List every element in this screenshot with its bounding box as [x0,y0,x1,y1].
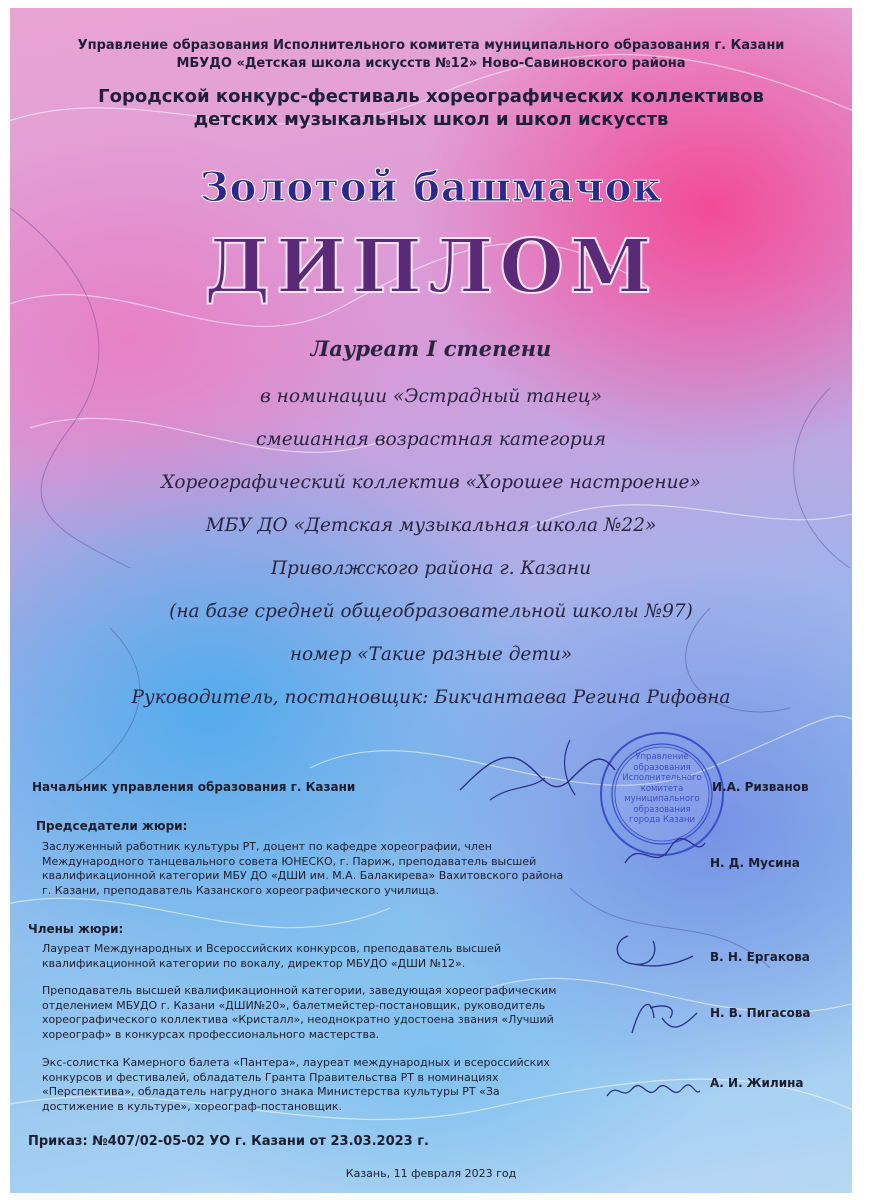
header-line-1: Управление образования Исполнительного комитета муниципального образования г. Казани [77,38,785,53]
stamp-text: Управление [635,752,689,762]
member-name: Н. В. Пигасова [710,1006,811,1020]
award-line: Приволжского района г. Казани [270,558,592,579]
chair-desc-line: Заслуженный работник культуры РТ, доцент по кафедре хореографии, член [42,840,492,853]
award-line: (на базе средней общеобразовательной школы №97) [169,601,693,622]
chair-description [42,840,602,898]
diploma-sheet [10,8,852,1193]
member-name: А. И. Жилина [710,1076,804,1090]
award-line: номер «Такие разные дети» [289,644,573,665]
member-desc-line: «Перспектива», обладатель нагрудного знака Министерства культуры РТ «За [42,1085,500,1098]
members-label: Члены жюри: [28,922,124,936]
stamp-text: образования [633,804,691,815]
signature-zhilina [602,1071,702,1111]
festival-title: Золотой башмачок [199,164,663,211]
place-and-date: Казань, 11 февраля 2023 год [345,1167,517,1180]
chair-desc-line: Международного танцевального совета ЮНЕСКО, г. Париж, преподаватель высшей [42,854,537,868]
award-line: Руководитель, постановщик: Бикчантаева Регина Рифовна [131,687,731,708]
stamp-text: города Казани [628,815,696,825]
stamp-text: комитета [640,783,684,794]
chair-desc-line: квалификационной категории МБУ ДО «ДШИ им. М.А. Балакирева» Вахитовского района [42,869,564,882]
head-title: Начальник управления образования г. Казани [32,780,356,794]
award-line: Хореографический коллектив «Хорошее настроение» [161,472,701,493]
stamp-text: образования [633,762,691,773]
award-line: смешанная возрастная категория [256,429,606,450]
member-description [42,984,602,1042]
signature-ergakova [608,926,698,976]
stamp-text: муниципального [624,794,700,804]
stamp-text: Исполнительного [622,773,702,783]
member-desc-line: достижение в культуре», хореограф-постановщик. [42,1099,343,1113]
member-desc-line: квалификационной категории по вокалу, директор МБУДО «ДШИ №12». [42,956,466,970]
signature-musina [620,828,710,878]
member-desc-line: Преподаватель высшей квалификационной категории, заведующая хореографическим [42,984,557,997]
header-line-2: МБУДО «Детская школа искусств №12» Ново-Савиновского района [176,56,686,71]
award-degree: Лауреат I степени [310,336,552,361]
chairs-label: Председатели жюри: [36,819,188,833]
contest-title-line-1: Городской конкурс-фестиваль хореографических коллективов [98,86,764,107]
member-desc-line: хореографического коллектива «Кристалл», неоднократно удостоена звания «Лучший [42,1013,554,1026]
member-description [42,1056,602,1114]
award-line: МБУ ДО «Детская музыкальная школа №22» [205,515,657,536]
member-desc-line: Экс-солистка Камерного балета «Пантера», лауреат международных и всероссийских [42,1056,550,1069]
head-name: И.А. Ризванов [712,780,809,794]
member-description [42,942,602,971]
award-line: в номинации «Эстрадный танец» [259,386,602,407]
member-desc-line: конкурсов и фестивалей, обладатель Гранта Правительства РТ в номинациях [42,1070,499,1084]
signature-rizvanov [450,730,620,810]
member-desc-line: хореограф» в конкурсах профессионального мастерства. [42,1027,380,1041]
signature-pigasova [622,988,702,1043]
member-desc-line: отделением МБУДО г. Казани «ДШИ№20», балетмейстер-постановщик, руководитель [42,998,546,1012]
chair-name: Н. Д. Мусина [710,856,800,870]
chair-desc-line: г. Казани, преподаватель Казанского хореографического училища. [42,883,440,897]
member-desc-line: Лауреат Международных и Всероссийских конкурсов, преподаватель высшей [42,942,502,955]
order-reference: Приказ: №407/02-05-02 УО г. Казани от 23.03.2023 г. [28,1134,429,1149]
member-name: В. Н. Ергакова [710,950,810,964]
diploma-title: ДИПЛОМ [204,224,658,310]
contest-title-line-2: детских музыкальных школ и школ искусств [193,109,669,130]
